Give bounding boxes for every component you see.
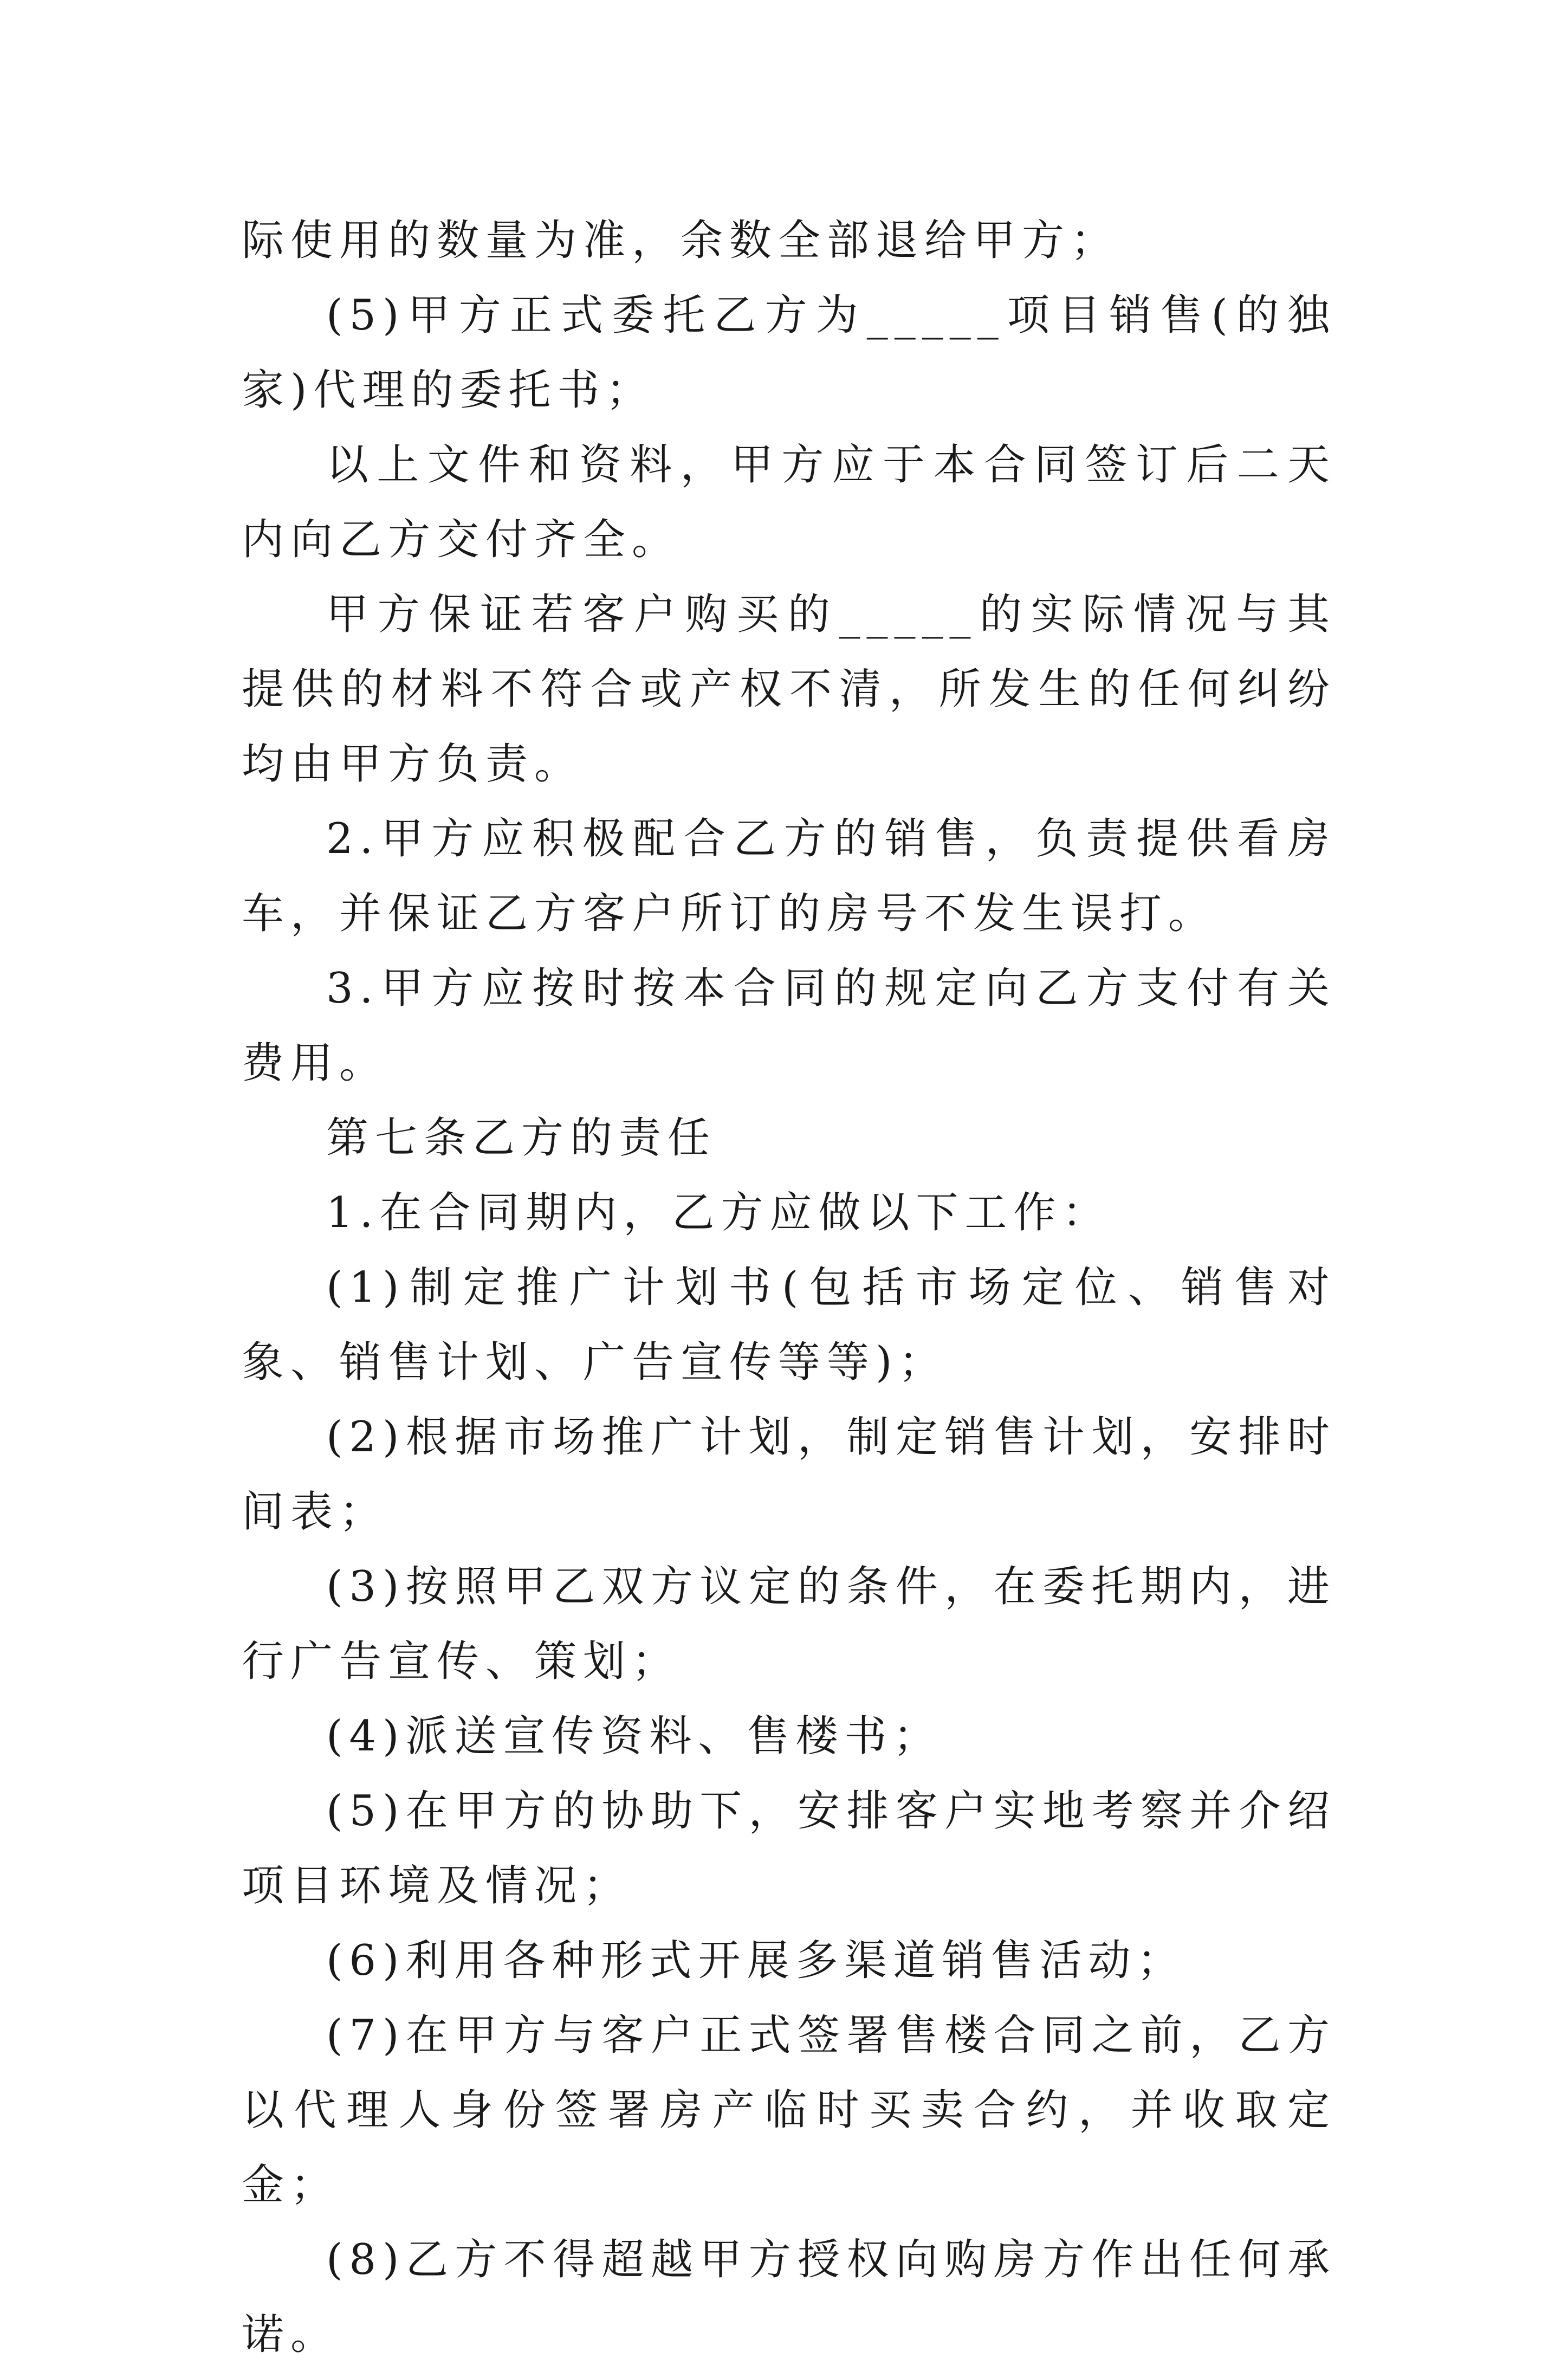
list-item: (1)制定推广计划书(包括市场定位、销售对象、销售计划、广告宣传等等)； (242, 1263, 1336, 1387)
list-item: (4)派送宣传资料、售楼书； (326, 1712, 942, 1761)
list-item: (7)在甲方与客户正式签署售楼合同之前，乙方以代理人身份签署房产临时买卖合约，并收取定金； (242, 2011, 1336, 2209)
paragraph: 甲方保证若客户购买的_____的实际情况与其提供的材料不符合或产权不清，所发生的任何纠纷均由甲方负责。 (242, 590, 1336, 788)
paragraph: 1.在合同期内，乙方应做以下工作： (326, 1188, 1111, 1237)
list-item: (3)按照甲乙双方议定的条件，在委托期内，进行广告宣传、策划； (242, 1562, 1336, 1686)
list-item: (5)在甲方的协助下，安排客户实地考察并介绍项目环境及情况； (242, 1787, 1336, 1910)
section-heading: 第七条乙方的责任 (326, 1114, 717, 1162)
list-item: (6)利用各种形式开展多渠道销售活动； (326, 1936, 1186, 1985)
paragraph: (5)甲方正式委托乙方为_____项目销售(的独家)代理的委托书； (242, 291, 1336, 415)
list-item: (8)乙方不得超越甲方授权向购房方作出任何承诺。 (242, 2235, 1336, 2359)
list-item: (2)根据市场推广计划，制定销售计划，安排时间表； (242, 1413, 1336, 1536)
paragraph: 3.甲方应按时按本合同的规定向乙方支付有关费用。 (242, 964, 1336, 1088)
paragraph: 际使用的数量为准，余数全部退给甲方； (242, 216, 1120, 265)
paragraph: 以上文件和资料，甲方应于本合同签订后二天内向乙方交付齐全。 (242, 441, 1336, 564)
paragraph: 2.甲方应积极配合乙方的销售，负责提供看房车，并保证乙方客户所订的房号不发生误打。 (242, 815, 1336, 938)
document-body (242, 203, 1336, 2372)
